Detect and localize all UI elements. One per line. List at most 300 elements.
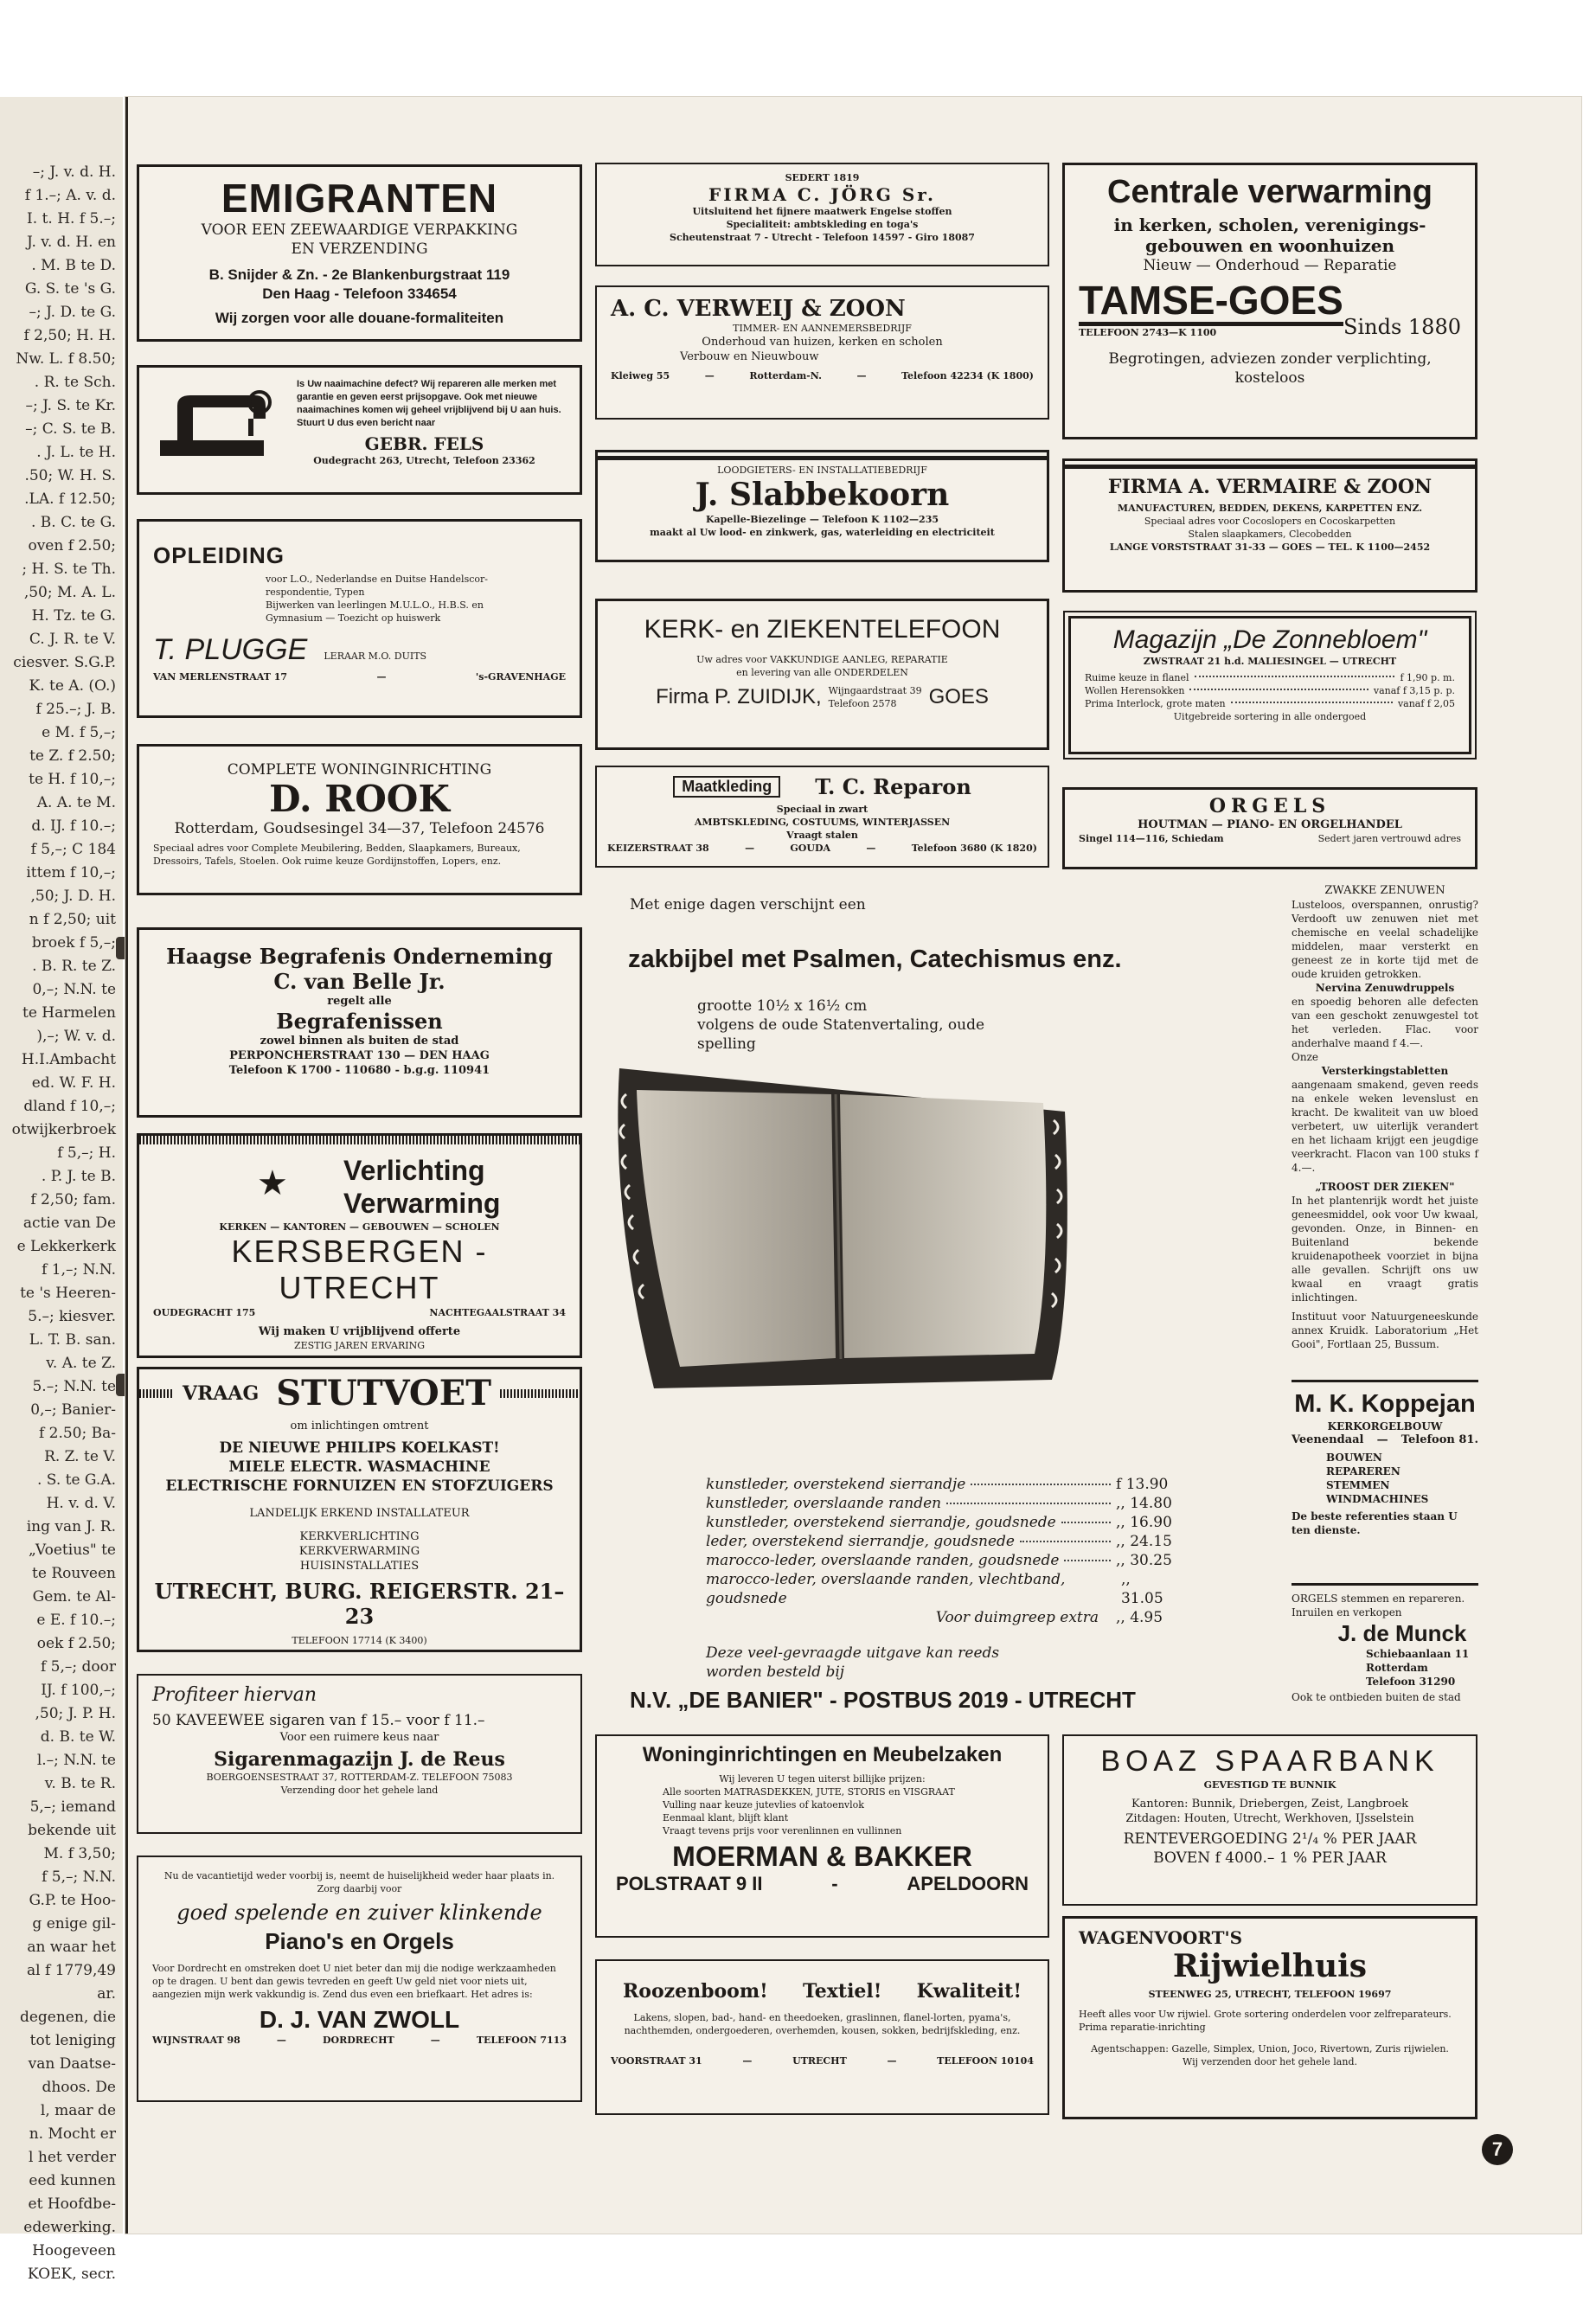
ad-title: VRAAG	[183, 1381, 260, 1405]
gutter-text-line: . B. R. te Z.	[32, 958, 116, 975]
ad-address: WIJNSTRAAT 98	[152, 2035, 240, 2046]
gutter-text-line: ,50; M. A. L.	[23, 584, 116, 601]
ad-title: Woninginrichtingen en Meubelzaken	[642, 1743, 1003, 1766]
gutter-text-line: l.–; N.N. te	[36, 1752, 116, 1769]
ad-since: Sinds 1880	[1343, 315, 1461, 339]
gutter-text-line: .50; W. H. S.	[24, 467, 116, 484]
ad-phone: TELEFOON 17714 (K 3400)	[292, 1635, 427, 1646]
ad-zuidijk	[595, 599, 1049, 750]
ad-text: Lakens, slopen, bad-, hand- en theedoeken, graslinnen, flanel-lorten, pyama's, nachthemden, ondergoederen, overhemden, kousen, sokken, bedrijfskleding, enz.	[624, 2012, 1021, 2036]
ad-phone: Telefoon 81.	[1401, 1433, 1478, 1446]
gutter-text-line: Gem. te Al-	[32, 1588, 116, 1606]
ad-line: Wij maken U vrijblijvend offerte	[258, 1325, 461, 1338]
ad-phone: Telefoon K 1700 - 110680 - b.g.g. 110941	[228, 1064, 490, 1077]
ad-line: Stalen slaapkamers, Clecobedden	[1188, 529, 1352, 540]
divider	[1065, 465, 1475, 469]
gutter-text-line: f 5,–; N.N.	[42, 1868, 116, 1886]
gutter-text-line: f 2,50; H. H.	[23, 327, 116, 344]
ad-firm: D. J. VAN ZWOLL	[259, 2006, 460, 2033]
ad-text: Heeft alles voor Uw rijwiel. Grote sortering onderdelen voor zelfreparateurs. Prima reparatie-inrichting	[1079, 2009, 1452, 2033]
ad-title: Textiel!	[802, 1980, 882, 2003]
gutter-text-line: n. Mocht er	[29, 2125, 116, 2143]
ad-firm: Rijwielhuis	[1172, 1948, 1368, 1984]
price-description: kunstleder, overstekend sierrandje	[706, 1476, 966, 1493]
ad-line: en levering van alle ONDERDELEN	[736, 667, 908, 678]
gutter-text-line: . R. te Sch.	[34, 374, 116, 391]
ad-line: De beste referenties staan U ten dienste.	[1292, 1510, 1458, 1536]
gutter-text-line: v. B. te R.	[44, 1775, 116, 1792]
gutter-text-line: M. f 3,50;	[43, 1845, 116, 1862]
previous-page-column	[0, 97, 123, 2283]
ad-line: BOUWEN	[1326, 1452, 1382, 1464]
ad-line: voor L.O., Nederlandse en Duitse Handelscor-	[266, 574, 488, 585]
ad-line: Vraagt stalen	[786, 830, 858, 841]
gutter-text-line: f 1,–; N.N.	[42, 1261, 116, 1279]
ad-firm: Firma P. ZUIDIJK,	[656, 685, 822, 708]
ad-line: ELECTRISCHE FORNUIZEN EN STOFZUIGERS	[165, 1477, 554, 1495]
ad-wagenvoort	[1062, 1916, 1477, 2119]
ad-line: HUISINSTALLATIES	[299, 1560, 420, 1573]
gutter-text-line: bekende uit	[28, 1822, 116, 1839]
ad-text: Nu de vacantietijd weder voorbij is, neemt de huiselijkheid weder haar plaats in. Zorg daarbij voor	[163, 1870, 555, 1894]
ad-address: Singel 114—116, Schiedam	[1079, 833, 1224, 844]
ad-address: VAN MERLENSTRAAT 17	[153, 671, 288, 683]
ad-address: PERPONCHERSTRAAT 130 — DEN HAAG	[229, 1049, 490, 1062]
ad-line: regelt alle	[327, 995, 392, 1008]
ad-address: KEIZERSTRAAT 38	[607, 843, 709, 854]
ad-line: Inruilen en verkopen	[1292, 1606, 1402, 1618]
ad-phone: TELEFOON 10104	[937, 2055, 1034, 2067]
ad-title: Profiteer hiervan	[152, 1684, 317, 1706]
ad-line: Uitsluitend het fijnere maatwerk Engelse stoffen	[692, 206, 952, 217]
gutter-text-line: broek f 5,–;	[31, 934, 116, 952]
gutter-text-line: te 's Heeren-	[20, 1285, 116, 1302]
ad-firm: C. van Belle Jr.	[273, 969, 445, 994]
ad-line: Sedert jaren vertrouwd adres	[1317, 833, 1461, 844]
ad-emigranten	[137, 164, 582, 342]
ad-line: kosteloos	[1234, 369, 1305, 387]
gutter-text-line: f 5,–; door	[40, 1658, 116, 1676]
ad-line: Verbouw en Nieuwbouw	[680, 350, 819, 363]
ad-text: Lusteloos, overspannen, onrustig? Verdooft uw zenuwen niet met chemische en veelal schadelijke middelen, maar versterkt en geneest ze in korte tijd met de oude kruiden getrokken.	[1292, 899, 1478, 980]
ad-title: Verlichting	[343, 1155, 485, 1186]
gutter-text-line: an waar het	[27, 1939, 116, 1956]
price-row	[706, 1513, 1173, 1532]
ad-line: KERKVERLICHTING	[299, 1530, 420, 1543]
gutter-text-line: G. S. te 's G.	[24, 280, 116, 298]
ad-line: Wij leveren U tegen uiterst billijke prijzen:	[719, 1773, 926, 1785]
ad-line: ORGELS stemmen en repareren.	[1292, 1593, 1465, 1605]
ad-heading: Nervina Zenuwdruppels	[1315, 982, 1455, 994]
gutter-text-line: . M. B te D.	[31, 257, 116, 274]
ad-address: Wijngaardstraat 39	[828, 685, 922, 696]
gutter-text-line: f 5,–; H.	[57, 1144, 116, 1162]
ad-text: In het plantenrijk wordt het juiste geneesmiddel, ook voor Uw kwaal, gevonden. Onze, in Binnen- en Buitenland bekende kruidenapotheek voorziet in bijna alle gevallen. Schrijft ons uw kwaal en vraagt gratis inlichtingen.	[1292, 1195, 1478, 1304]
star-icon: ★	[257, 1163, 288, 1203]
gutter-text-line: –; C. S. te B.	[25, 420, 116, 438]
ad-address: POLSTRAAT 9 II	[616, 1873, 763, 1894]
ad-subtitle: VOOR EEN ZEEWAARDIGE VERPAKKING	[201, 221, 518, 239]
ad-subtitle: LOODGIETERS- EN INSTALLATIEBEDRIJF	[717, 465, 927, 476]
ad-firm: M. K. Koppejan	[1294, 1390, 1476, 1418]
ad-title: zakbijbel met Psalmen, Catechismus enz.	[628, 945, 1122, 973]
gutter-text-line: van Daatse-	[28, 2055, 116, 2073]
ad-city: Rotterdam	[1366, 1662, 1428, 1674]
ad-city: APELDOORN	[907, 1873, 1029, 1894]
ad-opleiding: OPLEIDING voor L.O., Nederlandse en Duitse Handelscor- respondentie, Typen Bijwerken van leerlingen M.U.L.O., H.B.S. en Gymnasium — Toezicht op huiswerk T. PLUGGE LERAAR M.O. DUITS VAN MERLENSTRAAT 17 — 's-GRAVENHAGE	[137, 519, 582, 718]
gutter-text-line: te Harmelen	[22, 1004, 116, 1022]
gutter-text-line: edewerking.	[23, 2219, 116, 2236]
ad-address: NACHTEGAALSTRAAT 34	[429, 1307, 566, 1318]
ad-city: GOES	[928, 685, 989, 708]
ad-van-zwoll: Nu de vacantietijd weder voorbij is, neemt de huiselijkheid weder haar plaats in. Zorg daarbij voor goed spelende en zuiver klinkende Piano's en Orgels Voor Dordrecht en omstreken doet U niet beter dan mij die nodige werkzaamheden op te dragen. U bent dan gewis tevreden en geeft Uw geld niet voor niets uit, aangezien mijn werk vakkundig is. Zend dus even een briefkaart. Het adres is: D. J. VAN ZWOLL WIJNSTRAAT 98 — DORDRECHT — TELEFOON 7113	[137, 1856, 582, 2102]
ad-line: Uw adres voor VAKKUNDIGE AANLEG, REPARATIE	[696, 654, 948, 665]
gutter-text-line: –; J. v. d. H.	[32, 163, 116, 181]
price-row	[706, 1494, 1173, 1513]
ad-address: Schiebaanlaan 11	[1366, 1648, 1470, 1660]
gutter-text-line: –; J. D. te G.	[29, 304, 116, 321]
ad-title: Centrale verwarming	[1107, 174, 1433, 210]
ad-subtitle: EN VERZENDING	[291, 240, 428, 258]
ad-title: Verwarming	[343, 1188, 501, 1219]
gutter-text-line: l, maar de	[40, 2102, 116, 2119]
ad-line: Specialiteit: ambtskleding en toga's	[726, 219, 919, 230]
ad-line: Begrafenissen	[276, 1009, 443, 1034]
ad-line: TIMMER- EN AANNEMERSBEDRIJF	[733, 323, 912, 334]
price-value: ,, 31.05	[1120, 1571, 1163, 1607]
price-description: kunstleder, overstekend sierrandje, goudsnede	[706, 1514, 1056, 1531]
ad-line: STEMMEN	[1326, 1479, 1390, 1491]
price-row	[1085, 671, 1455, 684]
ad-zwakke-zenuwen	[1292, 884, 1478, 1351]
gutter-text-line: 5.–; N.N. te	[32, 1378, 116, 1395]
ad-subtitle: COMPLETE WONINGINRICHTING	[227, 761, 492, 779]
page-number: 7	[1482, 2134, 1513, 2165]
ad-boaz-spaarbank	[1062, 1734, 1477, 1906]
gutter-text-line: d. IJ. f 10.–;	[31, 817, 116, 835]
ad-firm: T. PLUGGE	[153, 633, 308, 666]
ad-city: Rotterdam-N.	[749, 370, 822, 381]
ad-line: Vraagt tevens prijs voor verenlinnen en vullinnen	[663, 1825, 902, 1836]
gutter-text-line: oven f 2.50;	[28, 537, 116, 554]
ad-line: Begrotingen, adviezen zonder verplichting,	[1108, 350, 1432, 368]
ad-text: Voor Dordrecht en omstreken doet U niet beter dan mij die nodige werkzaamheden op te dragen. U bent dan gewis tevreden en geeft Uw geld niet voor niets uit, aangezien mijn werk vakkundig is. Zend dus even een briefkaart. Het adres is:	[152, 1963, 556, 2000]
gutter-text-line: H. v. d. V.	[46, 1495, 116, 1512]
gutter-text-line: l het verder	[29, 2149, 116, 2166]
ad-subtitle: WAGENVOORT'S	[1079, 1927, 1243, 1948]
ad-line: Onderhoud van huizen, kerken en scholen	[702, 336, 943, 349]
ad-reparon: Maatkleding T. C. Reparon Speciaal in zwart AMBTSKLEDING, COSTUUMS, WINTERJASSEN Vraagt stalen KEIZERSTRAAT 38 — GOUDA — Telefoon 3680 (K 1820)	[595, 766, 1049, 868]
ad-city: 's-GRAVENHAGE	[475, 671, 566, 683]
ad-line: Deze veel-gevraagde uitgave kan reeds worden besteld bij	[706, 1644, 1000, 1681]
ad-address: ZWSTRAAT 21 h.d. MALIESINGEL — UTRECHT	[1143, 656, 1397, 667]
ad-firm: TAMSE-GOES	[1079, 279, 1343, 326]
gutter-text-line: dland f 10,–;	[23, 1098, 116, 1115]
ad-firm: BOAZ SPAARBANK	[1100, 1745, 1439, 1778]
price-value: ,, 16.90	[1116, 1514, 1172, 1531]
ad-fels	[137, 365, 582, 495]
ad-jorg	[595, 163, 1049, 266]
ad-line: Wij verzenden door het gehele land.	[1183, 2056, 1357, 2067]
ad-title: Haagse Begrafenis Onderneming	[166, 944, 553, 969]
ad-zakbijbel	[595, 887, 1172, 1713]
ad-firm: Sigarenmagazijn J. de Reus	[214, 1748, 505, 1771]
price-row	[706, 1475, 1173, 1494]
price-description: Wollen Herensokken	[1085, 685, 1185, 696]
ad-phone: Telefoon 3680 (K 1820)	[911, 843, 1037, 854]
ad-rook	[137, 744, 582, 895]
ad-stutvoet	[137, 1367, 582, 1652]
ad-line: Agentschappen: Gazelle, Simplex, Union, Joco, Rivertown, Zuris rijwielen.	[1091, 2043, 1449, 2054]
ad-role: LERAAR M.O. DUITS	[324, 651, 427, 662]
ad-line: maakt al Uw lood- en zinkwerk, gas, waterleiding en electriciteit	[650, 527, 995, 538]
ad-title: ZWAKKE ZENUWEN	[1324, 884, 1445, 897]
gutter-text-line: R. Z. te V.	[44, 1448, 116, 1465]
gutter-text-line: 5,–; iemand	[29, 1798, 116, 1816]
gutter-text-line: n f 2,50; uit	[29, 911, 116, 928]
ad-address: VOORSTRAAT 31	[611, 2055, 702, 2067]
gutter-text-line: .LA. f 12.50;	[24, 490, 116, 508]
ad-address: OUDEGRACHT 175	[153, 1307, 256, 1318]
ad-firm: J. de Munck	[1337, 1620, 1467, 1646]
ad-firm: A. C. VERWEIJ & ZOON	[611, 296, 906, 322]
divider	[598, 456, 1047, 460]
ad-title: Kwaliteit!	[916, 1980, 1022, 2003]
gutter-text-line: Nw. L. f 8.50;	[16, 350, 116, 368]
price-value: f 1,90 p. m.	[1400, 672, 1455, 683]
price-description: marocco-leder, overslaande randen, vlechtband, goudsnede	[706, 1571, 1066, 1607]
ad-kersbergen	[137, 1133, 582, 1358]
gutter-text-line: f 1.–; A. v. d.	[24, 187, 116, 204]
ad-title: KERK- en ZIEKENTELEFOON	[644, 615, 1001, 644]
ad-text: Instituut voor Natuurgeneeskunde annex Kruidk. Laboratorium „Het Gooi", Fortlaan 25, Bussum.	[1292, 1311, 1478, 1350]
ad-line: Alle soorten MATRASDEKKEN, JUTE, STORIS en VISGRAAT	[663, 1786, 955, 1798]
ad-phone: TELEFOON 2743—K 1100	[1079, 327, 1217, 338]
gutter-text-line: H. Tz. te G.	[31, 607, 116, 625]
ad-line: Ook te ontbieden buiten de stad	[1292, 1691, 1461, 1703]
gutter-text-line: otwijkerbroek	[11, 1121, 116, 1138]
ad-publisher: N.V. „DE BANIER" - POSTBUS 2019 - UTRECHT	[630, 1687, 1136, 1713]
gutter-text-line: e M. f 5,–;	[42, 724, 116, 741]
gutter-text-line: d. B. te W.	[40, 1728, 116, 1746]
ad-line: KERKVERWARMING	[298, 1545, 420, 1558]
gutter-text-line: G.P. te Hoo-	[29, 1892, 116, 1909]
gutter-text-line: . S. te G.A.	[36, 1471, 116, 1489]
gutter-text-line: . P. J. te B.	[41, 1168, 116, 1185]
ad-address: Rotterdam, Goudsesingel 34—37, Telefoon 24576	[174, 820, 545, 837]
ad-line: RENTEVERGOEDING 2¹/₄ % PER JAAR	[1123, 1830, 1417, 1848]
price-row	[706, 1551, 1173, 1570]
ad-line: grootte 10½ x 16½ cm	[697, 997, 868, 1015]
ad-address: Oudegracht 263, Utrecht, Telefoon 23362	[313, 455, 535, 466]
gutter-text-line: f 2.50; Ba-	[38, 1425, 116, 1442]
ad-phone: Telefoon 42234 (K 1800)	[901, 370, 1034, 381]
price-description: leder, overstekend sierrandje, goudsnede	[706, 1533, 1015, 1550]
gutter-text-line: e E. f 10.–;	[36, 1612, 116, 1629]
gutter-text-line: ),–; W. v. d.	[36, 1028, 116, 1045]
ad-verweij: A. C. VERWEIJ & ZOON TIMMER- EN AANNEMERSBEDRIJF Onderhoud van huizen, kerken en scholen Verbouw en Nieuwbouw Kleiweg 55 — Rotterdam-N. — Telefoon 42234 (K 1800)	[595, 285, 1049, 420]
ad-line: MANUFACTUREN, BEDDEN, DEKENS, KARPETTEN ENZ.	[1117, 503, 1423, 514]
gutter-text-line: f 25.–; J. B.	[35, 701, 116, 718]
ad-line: Verzending door het gehele land	[280, 1785, 439, 1796]
ad-roozenboom: Roozenboom! Textiel! Kwaliteit! Lakens, slopen, bad-, hand- en theedoeken, graslinnen, flanel-lorten, pyama's, nachthemden, ondergoederen, overhemden, kousen, sokken, bedrijfskleding, enz. VOORSTRAAT 31 — UTRECHT — TELEFOON 10104	[595, 1959, 1049, 2115]
ad-firm: FIRMA C. JÖRG Sr.	[708, 184, 936, 205]
ad-line: 50 KAVEEWEE sigaren van f 15.– voor f 11.–	[152, 1712, 485, 1729]
ad-firm: MOERMAN & BAKKER	[672, 1841, 972, 1872]
divider	[1292, 1583, 1478, 1586]
ad-subtitle: SEDERT 1819	[785, 172, 860, 183]
ad-line: MIELE ELECTR. WASMACHINE	[228, 1458, 490, 1476]
ad-line: AMBTSKLEDING, COSTUUMS, WINTERJASSEN	[694, 817, 951, 828]
price-row	[706, 1570, 1173, 1608]
ad-intro: Met enige dagen verschijnt een	[630, 896, 866, 913]
ad-line: Nieuw — Onderhoud — Reparatie	[1143, 257, 1397, 274]
gutter-text-line: C. J. R. te V.	[29, 631, 116, 648]
gutter-text-line: f 5,–; C 184	[30, 841, 116, 858]
ad-line: DE NIEUWE PHILIPS KOELKAST!	[219, 1439, 500, 1457]
ad-line: Zitdagen: Houten, Utrecht, Werkhoven, IJsselstein	[1125, 1812, 1414, 1825]
ad-address: Den Haag - Telefoon 334654	[262, 285, 457, 302]
ad-firm: J. Slabbekoorn	[695, 477, 950, 513]
ad-line: ZESTIG JAREN ERVARING	[293, 1340, 426, 1351]
gutter-text-line: ittem f 10,–;	[26, 864, 116, 881]
gutter-text-line: et Hoofdbe-	[28, 2195, 116, 2213]
ad-title: Piano's en Orgels	[265, 1928, 454, 1954]
gutter-text-line: ing van J. R.	[26, 1518, 116, 1535]
gutter-text-line: f 2,50; fam.	[30, 1191, 116, 1208]
gutter-text-line: . J. L. te H.	[36, 444, 116, 461]
ad-firm: HOUTMAN — PIANO- EN ORGELHANDEL	[1138, 818, 1402, 831]
gutter-text-line: ; H. S. te Th.	[22, 561, 116, 578]
ad-line: respondentie, Typen	[266, 586, 365, 598]
decorative-stripe	[139, 1136, 580, 1144]
ad-address: UTRECHT, BURG. REIGERSTR. 21–23	[154, 1579, 565, 1629]
price-value: ,, 30.25	[1116, 1552, 1172, 1569]
ad-phone: TELEFOON 7113	[476, 2035, 567, 2046]
gutter-text-line: ciesver. S.G.P.	[13, 654, 116, 671]
price-value: vanaf f 2,05	[1397, 698, 1455, 709]
gutter-text-line: te Rouveen	[32, 1565, 116, 1582]
ad-text: en spoedig behoren alle defecten van een geschokt zenuwgestel tot het verleden. Flac. voor anderhalve maand f 4.—.	[1292, 996, 1478, 1049]
ad-heading: „TROOST DER ZIEKEN"	[1315, 1181, 1455, 1193]
ad-firm: D. ROOK	[269, 778, 450, 820]
gutter-text-line: v. A. te Z.	[46, 1355, 116, 1372]
price-description: marocco-leder, overslaande randen, goudsnede	[706, 1552, 1060, 1569]
ad-line: in kerken, scholen, verenigings-	[1113, 215, 1426, 235]
gutter-text-line: eed kunnen	[29, 2172, 116, 2189]
ad-firm: GEBR. FELS	[364, 433, 484, 454]
gutter-text-line: KOEK, secr.	[27, 2266, 116, 2283]
ad-title: OPLEIDING	[153, 542, 285, 568]
ad-address: Kleiweg 55	[611, 370, 670, 381]
ad-vermaire	[1062, 458, 1477, 593]
ad-phone: Telefoon 2578	[828, 698, 897, 709]
ad-title: EMIGRANTEN	[221, 176, 498, 221]
gutter-text-line: te Z. f 2.50;	[29, 747, 116, 765]
ad-koppejan: M. K. Koppejan KERKORGELBOUW Veenendaal — Telefoon 81. BOUWEN REPAREREN STEMMEN WINDMACHINES De beste referenties staan U ten dienste.	[1292, 1390, 1478, 1536]
ad-line: zowel binnen als buiten de stad	[260, 1035, 459, 1048]
bible-illustration	[602, 1042, 1078, 1406]
gutter-text-line: 0,–; Banier-	[30, 1401, 116, 1419]
ad-line: LANDELIJK ERKEND INSTALLATEUR	[249, 1507, 470, 1520]
ad-city: DORDRECHT	[322, 2035, 394, 2046]
ad-line: KERKEN — KANTOREN — GEBOUWEN — SCHOLEN	[219, 1221, 500, 1233]
ad-firm: B. Snijder & Zn. - 2e Blankenburgstraat 119	[208, 266, 510, 283]
ad-lines	[266, 573, 566, 625]
gutter-text-line: Hoogeveen	[32, 2242, 116, 2259]
ad-city: UTRECHT	[792, 2055, 847, 2067]
gutter-text-line: K. te A. (O.)	[29, 677, 116, 695]
ad-line: Vulling naar keuze jutevlies of katoenvlok	[663, 1799, 864, 1811]
ad-text: aangenaam smakend, geven reeds na enkele weken levenslust en kracht. De kwaliteit van uw bloed verbetert, uw uiterlijk verandert en het lichaam krijgt een jeugdige veerkracht. Flacon van 100 stuks f 4.—.	[1292, 1079, 1478, 1174]
gutter-text-line: al f 1779,49	[27, 1962, 116, 1979]
ad-line: Eenmaal klant, blijft klant	[663, 1812, 789, 1823]
gutter-text-line: tot leniging	[29, 2032, 116, 2049]
price-row	[1085, 697, 1455, 710]
gutter-text-line: –; J. S. te Kr.	[25, 397, 116, 414]
ad-address: BOERGOENSESTRAAT 37, ROTTERDAM-Z. TELEFOON 75083	[206, 1772, 513, 1783]
ad-title: Roozenboom!	[623, 1980, 768, 2003]
price-extra-label: Voor duimgreep extra	[935, 1609, 1099, 1626]
ad-firm: STUTVOET	[276, 1373, 492, 1413]
gutter-text-line: 0,–; N.N. te	[32, 981, 116, 998]
gutter-text-line: L. T. B. san.	[29, 1331, 116, 1349]
ad-city: Veenendaal	[1292, 1433, 1364, 1446]
ad-address: Kapelle-Biezelinge — Telefoon K 1102—235	[705, 514, 939, 525]
price-value: f 13.90	[1116, 1476, 1169, 1493]
ad-address: LANGE VORSTSTRAAT 31-33 — GOES — TEL. K 1100—2452	[1109, 542, 1431, 553]
ad-line: volgens de oude Statenvertaling, oude spelling	[697, 1016, 985, 1053]
ad-line: gebouwen en woonhuizen	[1145, 235, 1394, 256]
ad-address: STEENWEG 25, UTRECHT, TELEFOON 19697	[1148, 1989, 1392, 2000]
ad-line: REPAREREN	[1326, 1465, 1401, 1477]
ad-line: goed spelende en zuiver klinkende	[176, 1900, 542, 1925]
ad-tag: Maatkleding	[673, 776, 780, 798]
ad-line: Gymnasium — Toezicht op huiswerk	[266, 612, 441, 624]
ad-title: Magazijn „De Zonnebloem"	[1112, 625, 1427, 654]
ad-line: Kantoren: Bunnik, Driebergen, Zeist, Langbroek	[1131, 1798, 1409, 1811]
ad-van-belle	[137, 927, 582, 1118]
gutter-text-line: ,50; J. D. H.	[30, 888, 116, 905]
ad-line: Uitgebreide sortering in alle ondergoed	[1173, 711, 1367, 722]
ad-zonnebloem	[1068, 616, 1471, 754]
gutter-text-line: oek f 2.50;	[36, 1635, 116, 1652]
ad-firm: T. C. Reparon	[815, 774, 971, 799]
ad-address: Scheutenstraat 7 - Utrecht - Telefoon 14597 - Giro 18087	[670, 232, 975, 243]
ad-line: Bijwerken van leerlingen M.U.L.O., H.B.S. en	[266, 599, 484, 611]
ad-line: om inlichtingen omtrent	[290, 1420, 429, 1433]
ad-line: WINDMACHINES	[1326, 1493, 1429, 1505]
price-extra-value: ,, 4.95	[1116, 1609, 1163, 1626]
price-description: Ruime keuze in flanel	[1085, 672, 1189, 683]
gutter-text-line: 5.–; kiesver.	[28, 1308, 116, 1325]
ad-line: Speciaal adres voor Cocoslopers en Cocoskarpetten	[1144, 516, 1396, 527]
ad-city: GOUDA	[790, 843, 831, 854]
gutter-text-line: dhoos. De	[42, 2079, 116, 2096]
ad-text: Speciaal adres voor Complete Meubilering, Bedden, Slaapkamers, Bureaux, Dressoirs, Tafels, Stoelen. Ook ruime keuze Gordijnstoffen, Lopers, enz.	[153, 843, 521, 867]
ad-moerman-bakker: Woninginrichtingen en Meubelzaken Wij leveren U tegen uiterst billijke prijzen: Alle soorten MATRASDEKKEN, JUTE, STORIS en VISGRAAT Vulling naar keuze jutevlies of katoenvlok Eenmaal klant, blijft klant Vraagt tevens prijs voor verenlinnen en vullinnen MOERMAN & BAKKER POLSTRAAT 9 II - APELDOORN	[595, 1734, 1049, 1938]
ad-line: BOVEN f 4000.– 1 % PER JAAR	[1153, 1849, 1387, 1867]
price-value: ,, 14.80	[1116, 1495, 1172, 1512]
price-value: vanaf f 3,15 p. p.	[1373, 685, 1455, 696]
gutter-text-line: . B. C. te G.	[31, 514, 116, 531]
ad-heading: Versterkingstabletten	[1321, 1065, 1449, 1077]
divider	[1292, 1380, 1478, 1382]
ad-phone: Telefoon 31290	[1366, 1676, 1456, 1688]
gutter-text-line: te H. f 10,–;	[29, 771, 116, 788]
gutter-text-line: ar.	[97, 1985, 116, 2003]
ad-text: Is Uw naaimachine defect? Wij repareren alle merken met garantie en geven eerst prijsopgave. Ook met nieuwe naaimachines komen wij geheel vrijblijvend bij U aan huis. Stuurt U dus even bericht naar	[297, 379, 561, 428]
